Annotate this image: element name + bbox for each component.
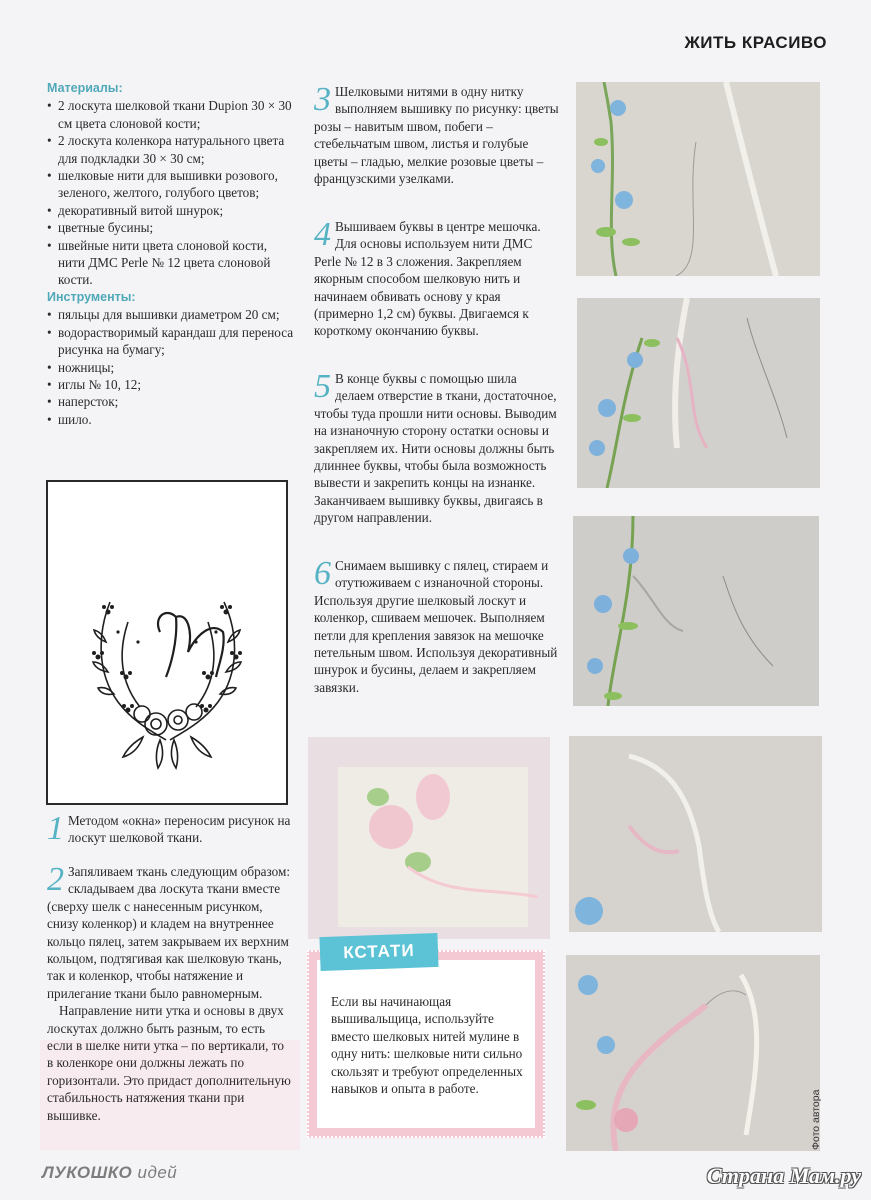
list-item: • шило. [47, 411, 297, 428]
step-number: 2 [47, 861, 64, 898]
step-6 [314, 557, 559, 696]
step-note: Направление нити утка и основы в двух лоскутах должно быть разным, то есть если в шелке нити утка – по вертикали, то в коленкоре они должны лежать по горизонтали. Это придаст дополнительную стабильность натяжения ткани при вышивке. [47, 1003, 291, 1123]
embroidery-photo [569, 736, 822, 932]
step-3 [314, 83, 559, 187]
tip-text: Если вы начинающая вышивальщица, используйте вместо шелковых нитей мулине в одну нить: шелковые нити сильно скользят и требуют определенных навыков и опыта в работе. [331, 994, 523, 1097]
step-number: 5 [314, 368, 331, 405]
list-item: • декоративный витой шнурок; [47, 202, 297, 219]
list-item: • 2 лоскута коленкора натурального цвета для подкладки 30 × 30 см; [47, 132, 297, 167]
list-item: • швейные нити цвета слоновой кости, нити ДМС Perle № 12 цвета слоновой кости. [47, 237, 297, 289]
photo-credit: Фото автора [810, 1089, 822, 1150]
embroidery-photo [566, 955, 820, 1151]
photo-step-4 [577, 298, 820, 488]
list-item: • цветные бусины; [47, 219, 297, 236]
site-watermark: Страна Мам.ру [706, 1163, 861, 1188]
step-text: В конце буквы с помощью шила делаем отверстие в ткани, достаточное, чтобы туда прошли нити основы. Выводим на изнаночную сторону остатки основы и закрепляем их. Нити основы должны быть длиннее буквы, чтобы была возможность вывести и закрепить концы на изнанке. Заканчиваем вышивку буквы, двигаясь в другом направлении. [314, 371, 557, 526]
list-item: • 2 лоскута шелковой ткани Dupion 30 × 30 см цвета слоновой кости; [47, 97, 297, 132]
photo-final-letter [566, 955, 820, 1151]
photo-step-3 [576, 82, 820, 276]
step-text: Снимаем вышивку с пялец, стираем и отутюживаем с изнаночной стороны. Используя другие шелковый лоскут и коленкор, сшиваем мешочек. Выполняем петли для крепления завязок на мешочке петельным швом. Используя декоративный шнурок и бусины, делаем и закрепляем завязки. [314, 558, 558, 695]
pattern-drawing [48, 482, 286, 803]
step-number: 1 [47, 810, 64, 847]
materials-heading: Материалы: [47, 81, 123, 95]
section-title: ЖИТЬ КРАСИВО [684, 33, 827, 52]
list-item: • водорастворимый карандаш для переноса рисунка на бумагу; [47, 324, 297, 359]
step-text: Вышиваем буквы в центре мешочка. Для основы используем нити ДМС Perle № 12 в 3 сложения. Закрепляем якорным способом шелковую нить и начинаем обвивать основу у края (примерно 1,2 см) буквы. Двигаемся к короткому окончанию буквы. [314, 219, 541, 339]
step-2 [47, 863, 292, 1124]
materials-items [47, 97, 297, 288]
photo-step-5 [573, 516, 819, 706]
step-text: Методом «окна» переносим рисунок на лоскут шелковой ткани. [68, 813, 291, 846]
embroidery-pattern [46, 480, 288, 805]
tools-heading: Инструменты: [47, 289, 136, 304]
tools-items [47, 306, 297, 428]
step-number: 6 [314, 555, 331, 592]
step-text: Шелковыми нитями в одну нитку выполняем вышивку по рисунку: цветы розы – навитым швом, побеги – стебельчатым швом, листья и голубые цветы – гладью, мелкие розовые цветы – французскими узелками. [314, 84, 559, 187]
list-item: • наперсток; [47, 393, 297, 410]
pouch-photo [308, 737, 550, 939]
logo-sub: идей [137, 1163, 178, 1182]
step-1 [47, 812, 292, 847]
embroidery-photo [573, 516, 819, 706]
list-item: • пяльцы для вышивки диаметром 20 см; [47, 306, 297, 323]
photo-finished-pouch [308, 737, 550, 939]
tip-label: КСТАТИ [319, 933, 438, 971]
step-number: 4 [314, 216, 331, 253]
tip-box [307, 950, 545, 1138]
materials-list [47, 80, 297, 428]
embroidery-photo [577, 298, 820, 488]
list-item: • иглы № 10, 12; [47, 376, 297, 393]
step-5 [314, 370, 559, 527]
step-number: 3 [314, 81, 331, 118]
magazine-logo [42, 1163, 177, 1183]
photo-step-6 [569, 736, 822, 932]
list-item: • шелковые нити для вышивки розового, зеленого, желтого, голубого цветов; [47, 167, 297, 202]
embroidery-photo [576, 82, 820, 276]
step-text: Запяливаем ткань следующим образом: складываем два лоскута ткани вместе (сверху шелк с нанесенным рисунком, снизу коленкор) и кладем на внутреннее кольцо пялец, затем закрываем их верхним кольцом, подтягивая как шелковую ткань, так и коленкор, чтобы натяжение и прилегание ткани было равномерным. [47, 864, 290, 1001]
list-item: • ножницы; [47, 359, 297, 376]
tip-content [317, 960, 535, 1128]
logo-main: ЛУКОШКО [42, 1163, 133, 1182]
step-4 [314, 218, 559, 340]
